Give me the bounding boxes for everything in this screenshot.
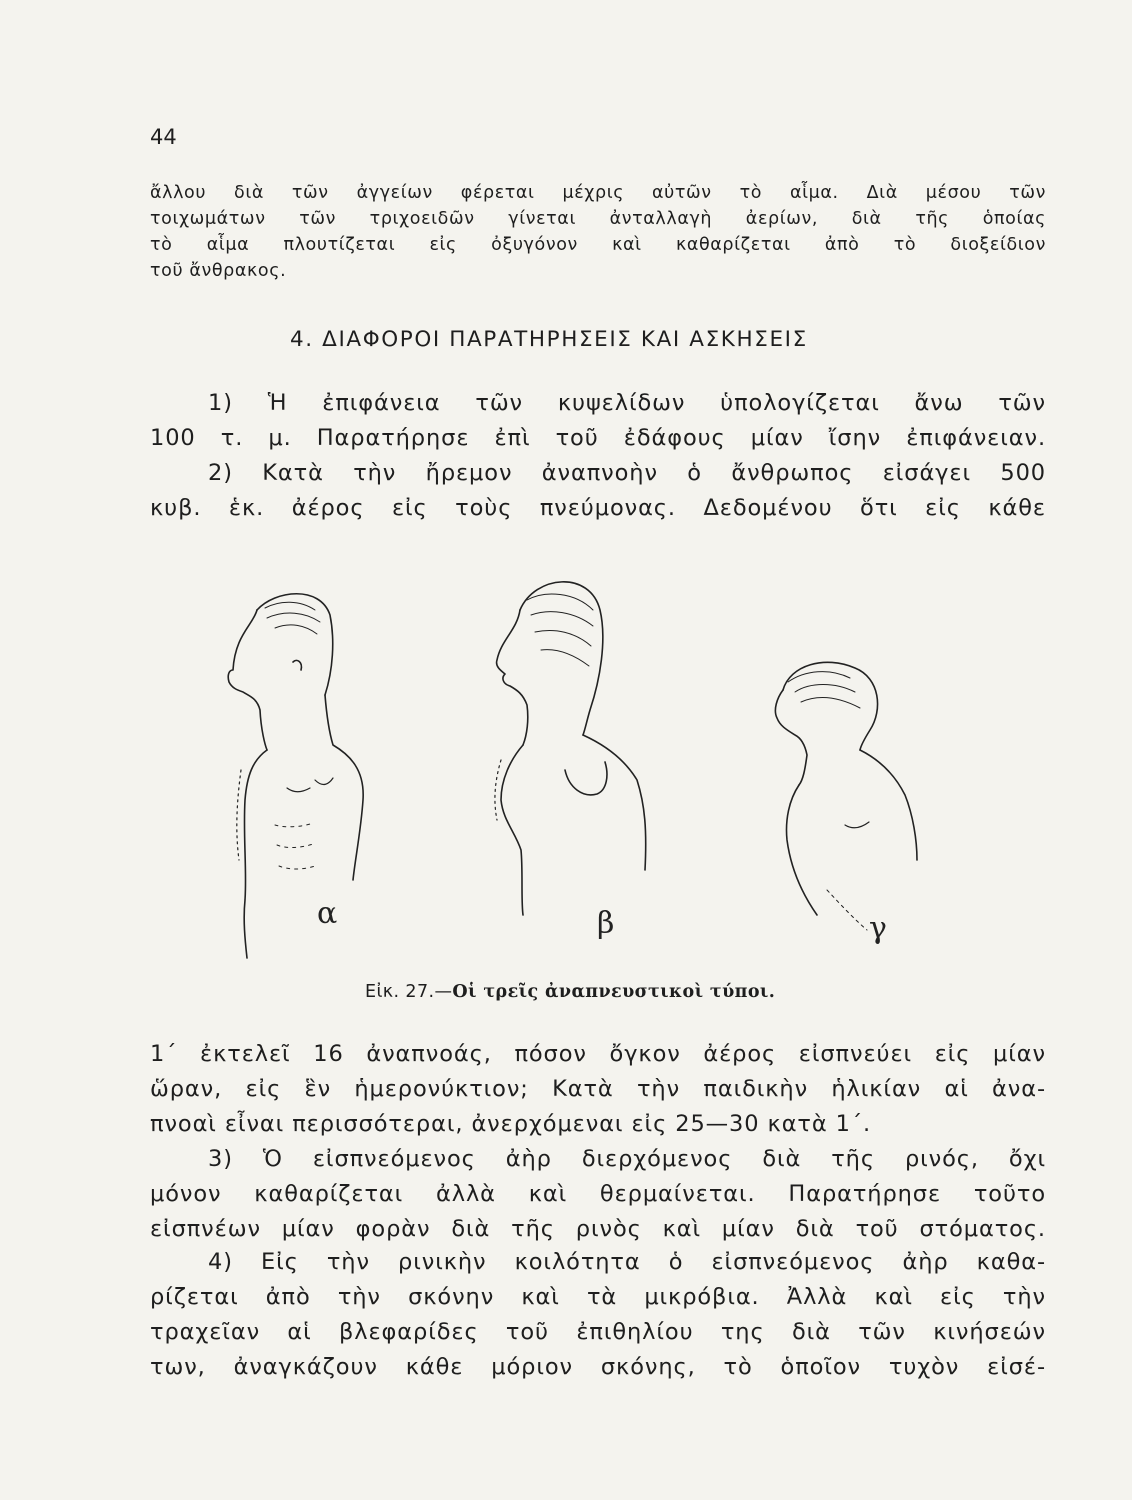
text-line: 100 τ. μ. Παρατήρησε ἐπὶ τοῦ ἐδάφους μίαν ἴσην ἐπιφάνειαν. bbox=[150, 425, 1046, 451]
text-line: 2) Κατὰ τὴν ἤρεμον ἀναπνοὴν ὁ ἄνθρωπος εἰσάγει 500 bbox=[208, 460, 1046, 486]
text-line: τὸ αἷμα πλουτίζεται εἰς ὀξυγόνον καὶ καθαρίζεται ἀπὸ τὸ διοξείδιον bbox=[150, 235, 1046, 255]
caption-prefix: Εἰκ. 27.— bbox=[365, 982, 453, 1002]
text-line: 3) Ὁ εἰσπνεόμενος ἀὴρ διερχόμενος διὰ τῆς ρινός, ὄχι bbox=[208, 1146, 1046, 1172]
figure-caption bbox=[365, 982, 775, 1002]
figure-c-child-torso bbox=[775, 662, 917, 930]
text-line: ρίζεται ἀπὸ τὴν σκόνην καὶ τὰ μικρόβια. Ἀλλὰ καὶ εἰς τὴν bbox=[150, 1284, 1046, 1310]
text-line: μόνον καθαρίζεται ἀλλὰ καὶ θερμαίνεται. Παρατήρησε τοῦτο bbox=[150, 1181, 1046, 1207]
figure-label-b: β bbox=[597, 906, 615, 941]
text-line: εἰσπνέων μίαν φορὰν διὰ τῆς ρινὸς καὶ μίαν διὰ τοῦ στόματος. bbox=[150, 1216, 1046, 1242]
text-line: πνοαὶ εἶναι περισσότεραι, ἀνερχόμεναι εἰς 25—30 κατὰ 1΄. bbox=[150, 1111, 872, 1137]
text-line: 4) Εἰς τὴν ρινικὴν κοιλότητα ὁ εἰσπνεόμενος ἀὴρ καθα- bbox=[208, 1249, 1046, 1275]
item-3-paragraph bbox=[150, 1142, 1046, 1247]
item-1-paragraph bbox=[150, 386, 1046, 456]
text-line: ὥραν, εἰς ἓν ἡμερονύκτιον; Κατὰ τὴν παιδικὴν ἡλικίαν αἱ ἀνα- bbox=[150, 1076, 1046, 1102]
figure-label-a: α bbox=[317, 896, 338, 931]
section-heading: 4. ΔΙΑΦΟΡΟΙ ΠΑΡΑΤΗΡΗΣΕΙΣ ΚΑΙ ΑΣΚΗΣΕΙΣ bbox=[290, 327, 808, 352]
text-line: τραχεῖαν αἱ βλεφαρίδες τοῦ ἐπιθηλίου της διὰ τῶν κινήσεών bbox=[150, 1319, 1046, 1345]
item-2-paragraph bbox=[150, 456, 1046, 526]
figure-a-man-torso bbox=[228, 594, 363, 958]
text-line: ἄλλου διὰ τῶν ἀγγείων φέρεται μέχρις αὐτῶν τὸ αἷμα. Διὰ μέσου τῶν bbox=[150, 183, 1046, 203]
caption-text: Οἱ τρεῖς ἀναπνευστικοὶ τύποι. bbox=[452, 982, 776, 1002]
breathing-types-figure bbox=[205, 570, 925, 975]
text-line: τοῦ ἄνθρακος. bbox=[150, 261, 287, 281]
text-line: κυβ. ἑκ. ἀέρος εἰς τοὺς πνεύμονας. Δεδομένου ὅτι εἰς κάθε bbox=[150, 495, 1046, 521]
text-line: των, ἀναγκάζουν κάθε μόριον σκόνης, τὸ ὁποῖον τυχὸν εἰσέ- bbox=[150, 1354, 1046, 1380]
figure-b-woman-torso bbox=[495, 582, 646, 915]
text-line: τοιχωμάτων τῶν τριχοειδῶν γίνεται ἀνταλλαγὴ ἀερίων, διὰ τῆς ὁποίας bbox=[150, 209, 1046, 229]
intro-paragraph bbox=[150, 180, 1046, 284]
item-4-paragraph bbox=[150, 1245, 1046, 1385]
item-2-continuation-paragraph bbox=[150, 1037, 1046, 1142]
text-line: 1΄ ἐκτελεῖ 16 ἀναπνοάς, πόσον ὄγκον ἀέρος εἰσπνεύει εἰς μίαν bbox=[150, 1041, 1046, 1067]
text-line: 1) Ἡ ἐπιφάνεια τῶν κυψελίδων ὑπολογίζεται ἄνω τῶν bbox=[208, 390, 1046, 416]
figure-label-c: γ bbox=[869, 911, 887, 946]
page-number: 44 bbox=[150, 125, 177, 149]
